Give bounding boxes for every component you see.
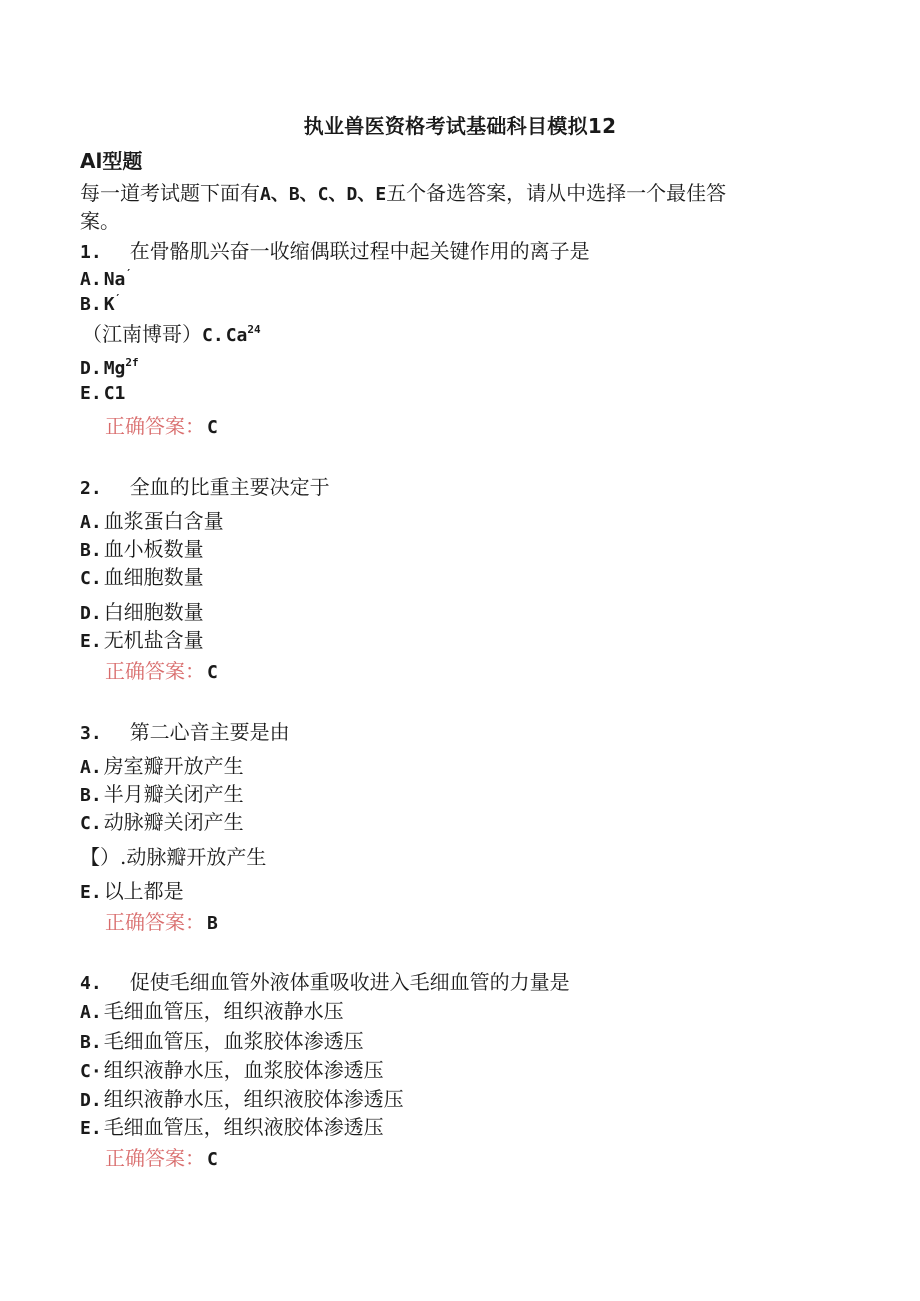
- option-label: 【）.: [80, 845, 127, 869]
- option-label: B.: [80, 294, 102, 315]
- question-number: 3.: [80, 723, 102, 744]
- question-4: [80, 972, 570, 993]
- option-4c: [80, 1060, 384, 1081]
- option-4b: [80, 1031, 364, 1052]
- question-text: 第二心音主要是由: [129, 720, 290, 744]
- option-text: 无机盐含量: [103, 628, 204, 652]
- instruction-post: 五个备选答案，请从中选择一个最佳答: [386, 181, 727, 205]
- option-text: Mg: [103, 358, 126, 379]
- instruction-line-1: [80, 183, 726, 204]
- option-3a: [80, 756, 244, 777]
- option-label: E.: [80, 631, 102, 652]
- option-3d: [80, 847, 266, 867]
- question-number: 4.: [80, 973, 102, 994]
- option-1e: [80, 382, 125, 403]
- answer-value: C: [207, 417, 218, 438]
- option-text: 血小板数量: [103, 537, 204, 561]
- option-superscript: 24: [247, 323, 261, 336]
- answer-3: [105, 912, 218, 933]
- option-text: 动脉瓣关闭产生: [103, 810, 244, 834]
- answer-1: [105, 416, 218, 437]
- option-label: E.: [80, 882, 102, 903]
- option-superscript: ′: [125, 267, 132, 280]
- answer-value: B: [207, 913, 218, 934]
- instruction-line-2: 案。: [80, 209, 120, 233]
- option-text: K: [103, 294, 115, 315]
- option-text: 毛细血管压，组织液胶体渗透压: [103, 1115, 384, 1139]
- option-label: D.: [80, 1090, 102, 1111]
- option-text: 毛细血管压，血浆胶体渗透压: [103, 1029, 364, 1053]
- option-text: 组织液静水压，血浆胶体渗透压: [103, 1058, 384, 1082]
- option-superscript: 2f: [125, 356, 139, 369]
- option-1d: [80, 357, 139, 378]
- option-label: C.: [80, 568, 102, 589]
- option-label: A.: [80, 512, 102, 533]
- option-label: B.: [80, 785, 102, 806]
- section-heading: Al型题: [80, 149, 143, 173]
- option-text: 毛细血管压，组织液静水压: [103, 999, 344, 1023]
- instruction-letters: A、B、C、D、E: [260, 184, 387, 205]
- question-text: 全血的比重主要决定于: [129, 475, 330, 499]
- option-text: Ca: [225, 325, 248, 346]
- page-title: 执业兽医资格考试基础科目模拟12: [303, 114, 617, 138]
- option-text: 血细胞数量: [103, 565, 204, 589]
- answer-2: [105, 661, 218, 682]
- option-label: D.: [80, 358, 102, 379]
- answer-4: [105, 1148, 218, 1169]
- option-text: 血浆蛋白含量: [103, 509, 224, 533]
- option-text: 白细胞数量: [103, 600, 204, 624]
- option-2a: [80, 511, 224, 532]
- question-1: [80, 241, 590, 262]
- option-3c: [80, 812, 244, 833]
- option-1a: [80, 268, 132, 289]
- option-2c: [80, 567, 204, 588]
- option-label: B.: [80, 1032, 102, 1053]
- option-label: C·: [80, 1061, 102, 1082]
- option-text: 组织液静水压，组织液胶体渗透压: [103, 1087, 404, 1111]
- option-text: 以上都是: [103, 879, 184, 903]
- option-text: C1: [103, 383, 126, 404]
- answer-label: 正确答案：: [105, 414, 205, 438]
- option-text: Na: [103, 269, 126, 290]
- option-label: E.: [80, 1118, 102, 1139]
- answer-label: 正确答案：: [105, 1146, 205, 1170]
- answer-label: 正确答案：: [105, 910, 205, 934]
- option-label: A.: [80, 269, 102, 290]
- answer-value: C: [207, 662, 218, 683]
- option-4d: [80, 1089, 404, 1110]
- option-label: C.: [202, 325, 224, 346]
- option-2e: [80, 630, 204, 651]
- option-prefix: （江南博哥）: [82, 322, 202, 346]
- option-3b: [80, 784, 244, 805]
- option-label: B.: [80, 540, 102, 561]
- option-1c: [82, 324, 261, 345]
- option-label: E.: [80, 383, 102, 404]
- question-2: [80, 477, 330, 498]
- option-3e: [80, 881, 184, 902]
- option-label: A.: [80, 1002, 102, 1023]
- option-text: 动脉瓣开放产生: [126, 845, 267, 869]
- option-4e: [80, 1117, 384, 1138]
- option-superscript: ′: [114, 292, 122, 305]
- question-text: 促使毛细血管外液体重吸收进入毛细血管的力量是: [129, 970, 570, 994]
- option-text: 房室瓣开放产生: [103, 754, 244, 778]
- option-label: C.: [80, 813, 102, 834]
- option-2d: [80, 602, 204, 623]
- option-label: A.: [80, 757, 102, 778]
- answer-value: C: [207, 1149, 218, 1170]
- option-4a: [80, 1001, 344, 1022]
- question-number: 2.: [80, 478, 102, 499]
- option-2b: [80, 539, 204, 560]
- option-1b: [80, 293, 121, 314]
- question-text: 在骨骼肌兴奋一收缩偶联过程中起关键作用的离子是: [129, 239, 590, 263]
- question-number: 1.: [80, 242, 102, 263]
- instruction-pre: 每一道考试题下面有: [80, 181, 260, 205]
- answer-label: 正确答案：: [105, 659, 205, 683]
- option-text: 半月瓣关闭产生: [103, 782, 244, 806]
- option-label: D.: [80, 603, 102, 624]
- question-3: [80, 722, 290, 743]
